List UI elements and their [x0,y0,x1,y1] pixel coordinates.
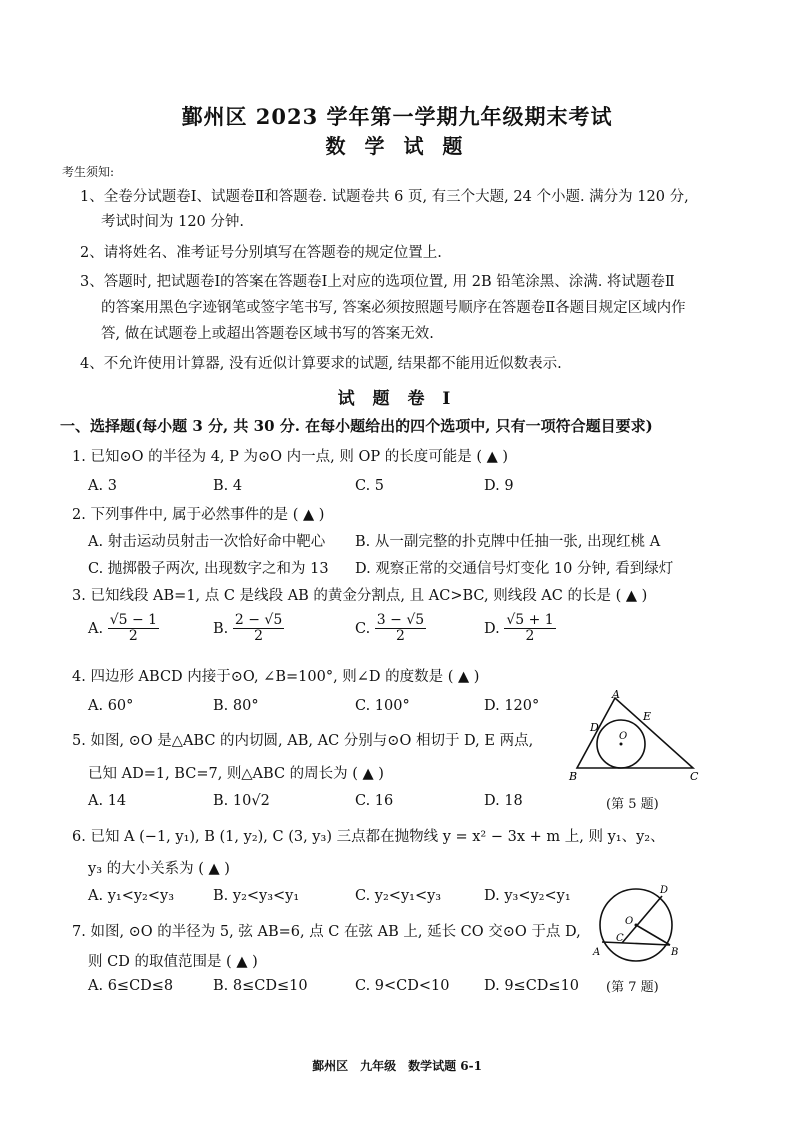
q2-option-a: A. 射击运动员射击一次恰好命中靶心 [88,534,326,550]
q3-option-b-fraction [233,613,284,645]
q3-option-c-fraction [375,613,426,645]
q3-option-a [88,613,159,645]
q7-option-d: D. 9≤CD≤10 [484,978,580,994]
q4-option-a: A. 60° [88,698,134,714]
notice-line-1: 1、全卷分试题卷Ⅰ、试题卷Ⅱ和答题卷. 试题卷共 6 页, 有三个大题, 24 个小题. 满分为 120 分, [80,189,689,205]
q1-option-b: B. 4 [213,478,243,494]
q7-label-o: O [625,916,634,927]
q7-option-c: C. 9<CD<10 [355,978,450,994]
q5-option-b: B. 10√2 [213,793,270,809]
exam-title: 鄞州区 2023 学年第一学期九年级期末考试 [181,104,613,129]
q5-caption: (第 5 题) [606,797,659,812]
q7-label-b: B [671,947,679,958]
q3-option-b-label: B. [213,620,229,637]
q3-option-d-denominator: 2 [525,628,535,645]
q7-label-c: C [616,933,624,944]
q6-option-c: C. y₂<y₁<y₃ [355,888,442,904]
notice-heading: 考生须知: [62,165,115,179]
q3-option-a-label: A. [88,620,104,637]
q6-option-d: D. y₃<y₂<y₁ [484,888,571,904]
q3-option-b [213,613,284,645]
q6-option-b: B. y₂<y₃<y₁ [213,888,300,904]
q5-option-d: D. 18 [484,793,523,809]
q7-center-point [635,924,638,927]
notice-line-3: 2、请将姓名、准考证号分别填写在答题卷的规定位置上. [80,245,442,261]
q2-option-b: B. 从一副完整的扑克牌中任抽一张, 出现红桃 A [355,534,661,550]
q5-label-b: B [569,770,578,783]
page-footer: 鄞州区 九年级 数学试题 6-1 [312,1059,482,1073]
q3-option-c-denominator: 2 [396,628,405,645]
q5-label-a: A [612,688,620,701]
q3-option-b-numerator: 2 − √5 [234,612,283,628]
q5-label-e: E [643,710,652,723]
q2-stem: 2. 下列事件中, 属于必然事件的是 ( ▲ ) [72,507,325,523]
q5-label-c: C [690,770,699,783]
q3-option-d-fraction [504,613,555,645]
q1-option-d: D. 9 [484,478,514,494]
q1-stem: 1. 已知⊙O 的半径为 4, P 为⊙O 内一点, 则 OP 的长度可能是 ( ▲ ) [72,449,509,465]
part-title: 一、选择题(每小题 3 分, 共 30 分. 在每小题给出的四个选项中, 只有一项符合题目要求) [60,417,653,435]
q3-option-c [355,613,426,645]
q6-stem-line1: 6. 已知 A (−1, y₁), B (1, y₂), C (3, y₃) 三点都在抛物线 y = x² − 3x + m 上, 则 y₁、y₂、 [72,829,665,845]
q5-option-a: A. 14 [88,793,127,809]
q7-option-b: B. 8≤CD≤10 [213,978,308,994]
q7-caption: (第 7 题) [606,980,659,995]
q3-option-b-denominator: 2 [254,628,264,645]
q3-option-d [484,613,556,645]
q4-option-d: D. 120° [484,698,540,714]
section-title: 试 题 卷 Ⅰ [337,389,457,409]
q7-label-d: D [660,885,669,896]
q7-stem-line2: 则 CD 的取值范围是 ( ▲ ) [88,954,258,970]
notice-line-6: 答, 做在试题卷上或超出答题卷区域书写的答案无效. [101,326,434,342]
q2-option-c: C. 抛掷骰子两次, 出现数字之和为 13 [88,561,329,577]
q5-stem-line1: 5. 如图, ⊙O 是△ABC 的内切圆, AB, AC 分别与⊙O 相切于 D, E 两点, [72,733,534,749]
q7-label-a: A [593,947,601,958]
q7-stem-line1: 7. 如图, ⊙O 的半径为 5, 弦 AB=6, 点 C 在弦 AB 上, 延长 CO 交⊙O 于点 D, [72,924,581,940]
exam-subtitle: 数 学 试 题 [325,134,469,158]
q4-stem: 4. 四边形 ABCD 内接于⊙O, ∠B=100°, 则∠D 的度数是 ( ▲ ) [72,669,480,685]
q3-option-d-numerator: √5 + 1 [506,612,554,628]
q7-radius-ob [636,925,670,945]
q5-label-o: O [619,731,628,742]
q6-option-a: A. y₁<y₂<y₃ [88,888,175,904]
q3-option-c-label: C. [355,620,371,637]
q1-option-a: A. 3 [88,478,117,494]
q2-option-d: D. 观察正常的交通信号灯变化 10 分钟, 看到绿灯 [355,561,674,577]
notice-line-5: 的答案用黑色字迹钢笔或签字笔书写, 答案必须按照题号顺序在答题卷Ⅱ各题目规定区域内作 [101,300,686,316]
q5-center-point [620,743,623,746]
q7-option-a: A. 6≤CD≤8 [88,978,174,994]
q3-option-a-denominator: 2 [128,628,138,645]
notice-line-7: 4、不允许使用计算器, 没有近似计算要求的试题, 结果都不能用近似数表示. [80,356,562,372]
q7-figure [588,880,688,970]
q3-option-d-label: D. [484,620,500,637]
q5-option-c: C. 16 [355,793,394,809]
q5-stem-line2: 已知 AD=1, BC=7, 则△ABC 的周长为 ( ▲ ) [88,766,384,782]
q1-option-c: C. 5 [355,478,385,494]
q5-label-d: D [590,721,599,734]
q7-chord-ab [602,942,670,945]
notice-line-2: 考试时间为 120 分钟. [101,214,245,230]
q3-option-c-numerator: 3 − √5 [376,612,425,628]
q5-figure [565,688,705,783]
notice-line-4: 3、答题时, 把试题卷Ⅰ的答案在答题卷Ⅰ上对应的选项位置, 用 2B 铅笔涂黑、涂满. 将试题卷Ⅱ [80,274,675,290]
q3-option-a-fraction [108,613,159,645]
q6-stem-line2: y₃ 的大小关系为 ( ▲ ) [88,861,230,877]
q4-option-b: B. 80° [213,698,259,714]
q4-option-c: C. 100° [355,698,410,714]
q3-option-a-numerator: √5 − 1 [109,612,158,628]
q3-stem: 3. 已知线段 AB=1, 点 C 是线段 AB 的黄金分割点, 且 AC>BC, 则线段 AC 的长是 ( ▲ ) [72,588,648,604]
